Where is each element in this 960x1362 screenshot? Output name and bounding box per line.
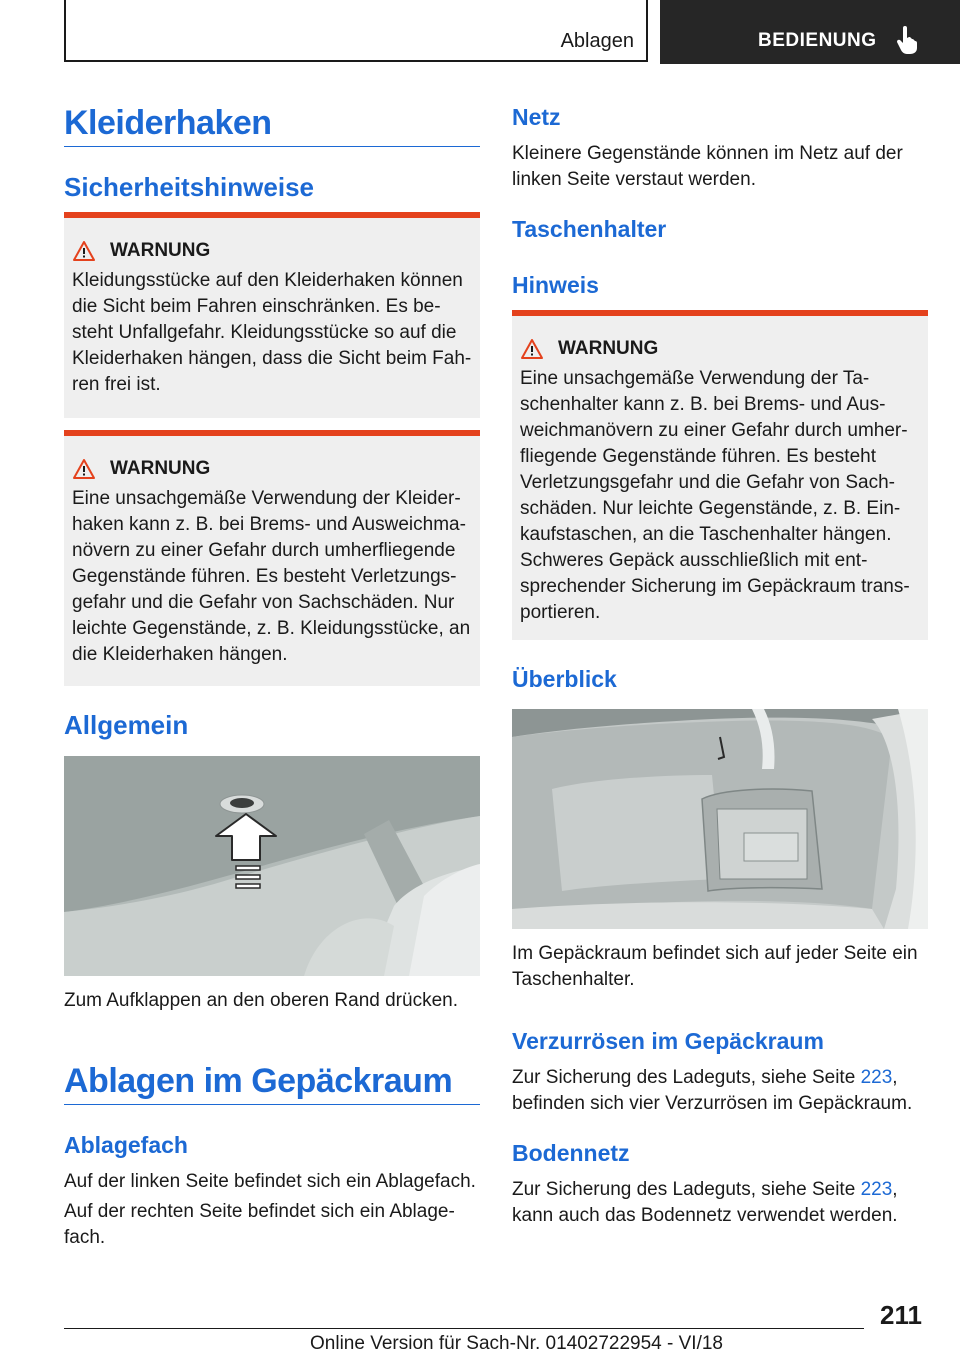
- header-chapter-box: [660, 0, 960, 64]
- subtitle-ueberblick: Überblick: [512, 666, 617, 692]
- subtitle-bodennetz: Bodennetz: [512, 1140, 630, 1166]
- warning-line: leichte Gegenstände, z. B. Kleidungsstücke, an: [72, 618, 471, 639]
- warning-line: kaufstaschen, an die Taschenhalter hängen.: [520, 524, 892, 545]
- warning-line: die Sicht beim Fahren einschränken. Es be-: [72, 296, 441, 317]
- subtitle-netz: Netz: [512, 104, 561, 130]
- warning-label: WARNUNG: [558, 338, 659, 359]
- footer-rule: [64, 1328, 864, 1329]
- warning-triangle-icon: [72, 240, 96, 262]
- warning-line: gefahr und die Gefahr von Sachschäden. Nur: [72, 592, 455, 613]
- caption-allgemein: Zum Aufklappen an den oberen Rand drücken.: [64, 990, 458, 1011]
- warning-line: Eine unsachgemäße Verwendung der Kleider-: [72, 488, 461, 509]
- page-link-223[interactable]: 223: [860, 1067, 893, 1088]
- warning-line: Kleiderhaken hängen, dass die Sicht beim Fah-: [72, 348, 472, 369]
- warning-line: fliegende Gegenstände führen. Es besteht: [520, 446, 876, 467]
- bodennetz-text-1: [512, 1177, 898, 1203]
- verzurr-text-1: [512, 1065, 898, 1091]
- title-kleiderhaken: Kleiderhaken: [64, 104, 272, 142]
- warning-line: Schweres Gepäck ausschließlich mit ent-: [520, 550, 868, 571]
- warning-line: schäden. Nur leichte Gegenstände, z. B. Ein-: [520, 498, 901, 519]
- bodennetz-text-prefix: Zur Sicherung des Ladeguts, siehe Seite: [512, 1179, 861, 1200]
- bodennetz-text-2: kann auch das Bodennetz verwendet werden.: [512, 1205, 898, 1226]
- coat-hook-illustration: [64, 756, 480, 976]
- bodennetz-text-suffix: ,: [892, 1179, 898, 1200]
- warning-line: die Kleiderhaken hängen.: [72, 644, 288, 665]
- netz-text-2: linken Seite verstaut werden.: [512, 169, 756, 190]
- warning-line: schenhalter kann z. B. bei Brems- und Aus-: [520, 394, 886, 415]
- ueberblick-text-2: Taschenhalter.: [512, 969, 635, 990]
- warning-line: ren frei ist.: [72, 374, 161, 395]
- warning-label: WARNUNG: [110, 240, 211, 261]
- footer-online-version: Online Version für Sach-Nr. 01402722954 - VI/18: [310, 1333, 723, 1354]
- subtitle-hinweis: Hinweis: [512, 272, 599, 298]
- ablagefach-text-2b: fach.: [64, 1227, 106, 1248]
- warning-line: Gegenstände führen. Es besteht Verletzungs-: [72, 566, 457, 587]
- ablagefach-text-1: Auf der linken Seite befindet sich ein Ablagefach.: [64, 1171, 476, 1192]
- title-rule: [64, 1104, 480, 1105]
- verzurr-text-prefix: Zur Sicherung des Ladeguts, siehe Seite: [512, 1067, 861, 1088]
- netz-text-1: Kleinere Gegenstände können im Netz auf der: [512, 143, 903, 164]
- warning-box-2: [64, 430, 480, 686]
- ueberblick-text-1: Im Gepäckraum befindet sich auf jeder Seite ein: [512, 943, 918, 964]
- verzurr-text-suffix: ,: [892, 1067, 898, 1088]
- warning-triangle-icon: [72, 458, 96, 480]
- header-section-box: [64, 0, 648, 62]
- warning-box-3: [512, 310, 928, 640]
- verzurr-text-2: befinden sich vier Verzurrösen im Gepäckraum.: [512, 1093, 913, 1114]
- subtitle-allgemein: Allgemein: [64, 710, 189, 740]
- warning-line: portieren.: [520, 602, 601, 623]
- title-ablagen-im-gepaeckraum: Ablagen im Gepäckraum: [64, 1062, 453, 1100]
- hand-pointer-icon: [896, 26, 918, 54]
- warning-line: Eine unsachgemäße Verwendung der Ta-: [520, 368, 870, 389]
- subtitle-verzurroesen: Verzurrösen im Gepäckraum: [512, 1028, 824, 1054]
- trunk-illustration: [512, 709, 928, 929]
- header-chapter-title: BEDIENUNG: [758, 30, 877, 51]
- warning-line: weichmanövern zu einer Gefahr durch umher-: [520, 420, 908, 441]
- header-section-title: Ablagen: [560, 30, 634, 52]
- warning-line: sprechender Sicherung im Gepäckraum trans-: [520, 576, 910, 597]
- subtitle-taschenhalter: Taschenhalter: [512, 216, 667, 242]
- subtitle-ablagefach: Ablagefach: [64, 1132, 188, 1158]
- page-number: 211: [880, 1300, 922, 1330]
- warning-line: Verletzungsgefahr und die Gefahr von Sach-: [520, 472, 895, 493]
- ablagefach-text-2a: Auf der rechten Seite befindet sich ein Ablage-: [64, 1201, 455, 1222]
- warning-box-1: [64, 212, 480, 418]
- warning-line: haken kann z. B. bei Brems- und Ausweichma-: [72, 514, 466, 535]
- warning-triangle-icon: [520, 338, 544, 360]
- subtitle-sicherheitshinweise: Sicherheitshinweise: [64, 172, 314, 202]
- warning-label: WARNUNG: [110, 458, 211, 479]
- warning-line: steht Unfallgefahr. Kleidungsstücke so auf die: [72, 322, 457, 343]
- warning-line: Kleidungsstücke auf den Kleiderhaken können: [72, 270, 463, 291]
- warning-line: növern zu einer Gefahr durch umherfliegende: [72, 540, 456, 561]
- page-link-223[interactable]: 223: [860, 1179, 893, 1200]
- title-rule: [64, 146, 480, 147]
